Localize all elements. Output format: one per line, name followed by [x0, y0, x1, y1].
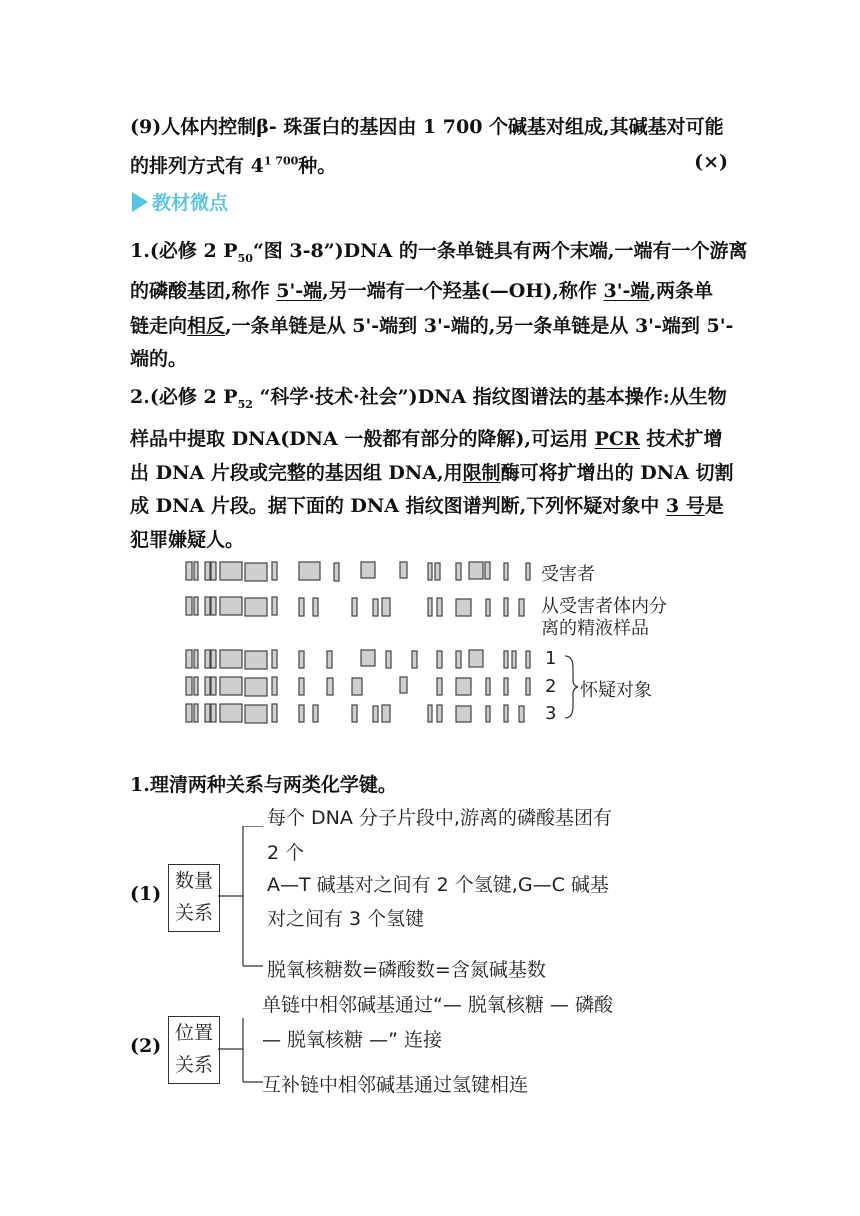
band-row-suspect-2 [186, 677, 530, 696]
group2-item1-line1: 单链中相邻碱基通过“— 脱氧核糖 — 磷酸 [262, 994, 613, 1016]
group1-item2-line1: A—T 碱基对之间有 2 个氢键,G—C 碱基 [267, 874, 609, 896]
band-row-suspect-1 [186, 650, 530, 669]
group2-box-line1: 位置 [174, 1022, 213, 1044]
p1-line4: 端的。 [130, 348, 188, 370]
group1-item1-line1: 每个 DNA 分子片段中,游离的磷酸基团有 [267, 807, 612, 829]
section-title: 教材微点 [132, 188, 228, 215]
band-row-victim [186, 562, 530, 581]
p1-line2: 的磷酸基团,称作 5'-端,另一端有一个羟基(—OH),称作 3'-端,两条单 [130, 280, 714, 302]
p2-line3: 出 DNA 片段或完整的基因组 DNA,用限制酶可将扩增出的 DNA 切割 [130, 462, 734, 484]
group2-box-line2: 关系 [174, 1054, 213, 1076]
label-suspects: 怀疑对象 [580, 680, 652, 701]
group2-item2: 互补链中相邻碱基通过氢键相连 [262, 1074, 529, 1096]
p2-line4: 成 DNA 片段。据下面的 DNA 指纹图谱判断,下列怀疑对象中 3 号是 [130, 495, 724, 517]
group1-item1-line2: 2 个 [267, 842, 305, 864]
label-sample-line1: 从受害者体内分 [541, 596, 667, 617]
group2-label: (2) [130, 1035, 162, 1057]
p2-line1: 2.(必修 2 $P_{52}$ “科学·技术·社会”)DNA 指纹图谱法的基本操作:从生物 [130, 386, 727, 411]
q9-line1: (9)人体内控制β- 珠蛋白的基因由 1 700 个碱基对组成,其碱基对可能 [130, 116, 724, 138]
q9-answer: (×) [694, 151, 728, 173]
label-victim: 受害者 [541, 564, 595, 585]
brace-icon [565, 656, 578, 718]
p1-line1: 1.(必修 2 $P_{50}“$图 3-8”)DNA 的一条单链具有两个末端,一端有一个游离 [130, 240, 748, 265]
dna-fingerprint-figure [180, 555, 580, 725]
group1-item2-line2: 对之间有 3 个氢键 [267, 908, 425, 930]
label-sample-line2: 离的精液样品 [541, 618, 649, 639]
band-row-sample [186, 597, 524, 616]
group1-box-line1: 数量 [174, 870, 213, 892]
group1-label: (1) [130, 883, 162, 905]
p1-line3: 链走向相反,一条单链是从 5'-端到 3'-端的,另一条单链是从 3'-端到 5'- [130, 315, 734, 337]
group1-box-line2: 关系 [174, 902, 213, 924]
group1-box [168, 864, 220, 932]
label-suspect-2: 2 [545, 676, 557, 697]
label-suspect-3: 3 [545, 703, 557, 724]
band-row-suspect-3 [186, 704, 524, 723]
summary-title: 1.理清两种关系与两类化学键。 [130, 774, 397, 796]
p2-line5: 犯罪嫌疑人。 [130, 529, 245, 551]
p2-line2: 样品中提取 DNA(DNA 一般都有部分的降解),可运用 PCR 技术扩增 [130, 428, 723, 450]
q9-line2: 的排列方式有 $4^{1 700}$种。 [130, 154, 337, 177]
arrow-icon [132, 192, 148, 212]
group1-item3: 脱氧核糖数=磷酸数=含氮碱基数 [267, 959, 546, 981]
group2-box [168, 1016, 220, 1084]
label-suspect-1: 1 [545, 648, 557, 669]
group2-item1-line2: — 脱氧核糖 —” 连接 [262, 1029, 442, 1051]
